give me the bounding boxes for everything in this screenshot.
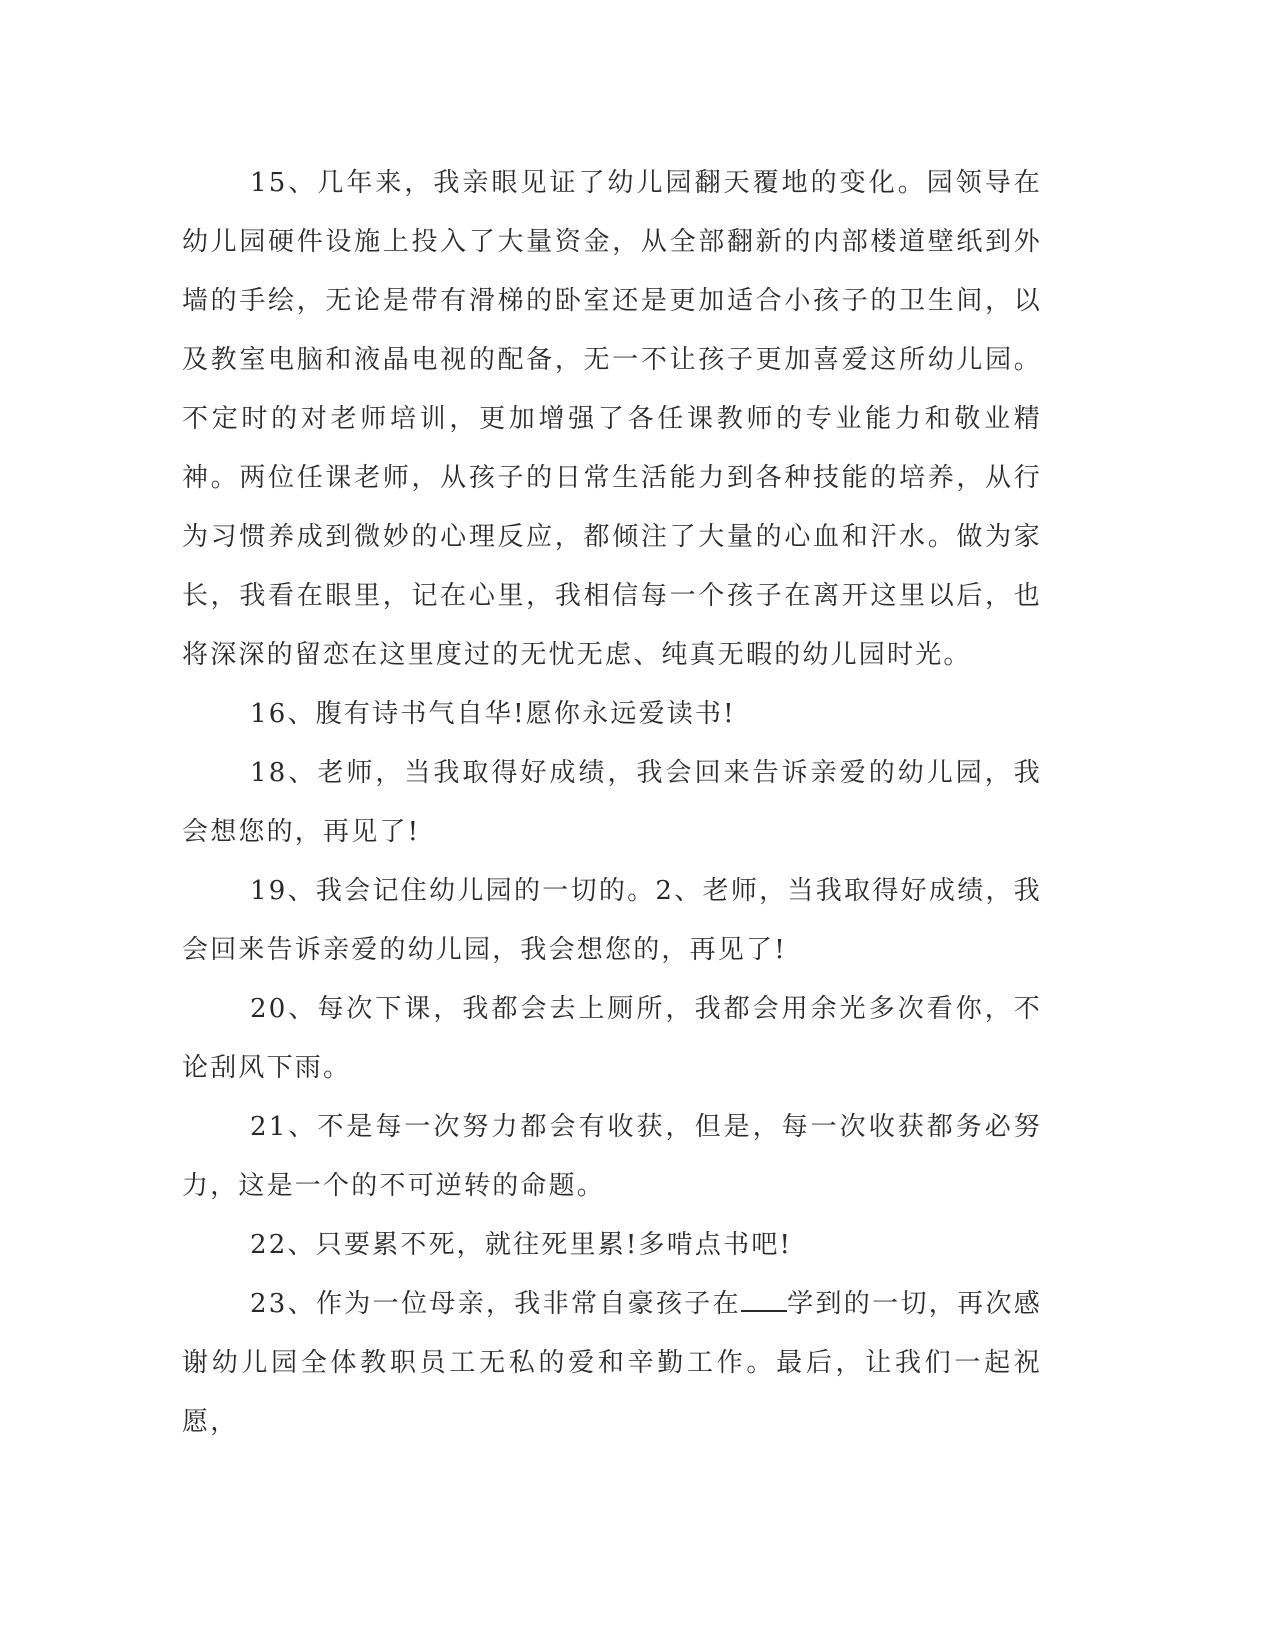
paragraph-23-after-blank: 学到的一切，再次感谢幼儿园全体教职员工无私的爱和辛勤工作。最后，让我们一起祝愿，: [182, 1289, 1042, 1437]
paragraph-15: 15、几年来，我亲眼见证了幼儿园翻天覆地的变化。园领导在幼儿园硬件设施上投入了大量资金，从全部翻新的内部楼道壁纸到外墙的手绘，无论是带有滑梯的卧室还是更加适合小孩子的卫生间，以及教室电脑和液晶电视的配备，无一不让孩子更加喜爱这所幼儿园。不定时的对老师培训，更加增强了各任课教师的专业能力和敬业精神。两位任课老师，从孩子的日常生活能力到各种技能的培养，从行为习惯养成到微妙的心理反应，都倾注了大量的心血和汗水。做为家长，我看在眼里，记在心里，我相信每一个孩子在离开这里以后，也将深深的留恋在这里度过的无忧无虑、纯真无暇的幼儿园时光。: [182, 168, 1042, 670]
paragraph-19: 19、我会记住幼儿园的一切的。2、老师，当我取得好成绩，我会回来告诉亲爱的幼儿园，我会想您的，再见了!: [182, 876, 1042, 965]
paragraph-23: [182, 1275, 1042, 1452]
paragraph-21: 21、不是每一次努力都会有收获，但是，每一次收获都务必努力，这是一个的不可逆转的命题。: [182, 1112, 1042, 1201]
document-body: [182, 154, 1042, 1452]
fill-in-blank: [741, 1288, 787, 1312]
paragraph-16: 16、腹有诗书气自华!愿你永远爱读书!: [250, 699, 736, 729]
paragraph-23-before-blank: 23、作为一位母亲，我非常自豪孩子在: [250, 1289, 741, 1319]
paragraph-20: 20、每次下课，我都会去上厕所，我都会用余光多次看你，不论刮风下雨。: [182, 994, 1042, 1083]
paragraph-18: 18、老师，当我取得好成绩，我会回来告诉亲爱的幼儿园，我会想您的，再见了!: [182, 758, 1042, 847]
paragraph-22: 22、只要累不死，就往死里累!多啃点书吧!: [250, 1230, 793, 1260]
